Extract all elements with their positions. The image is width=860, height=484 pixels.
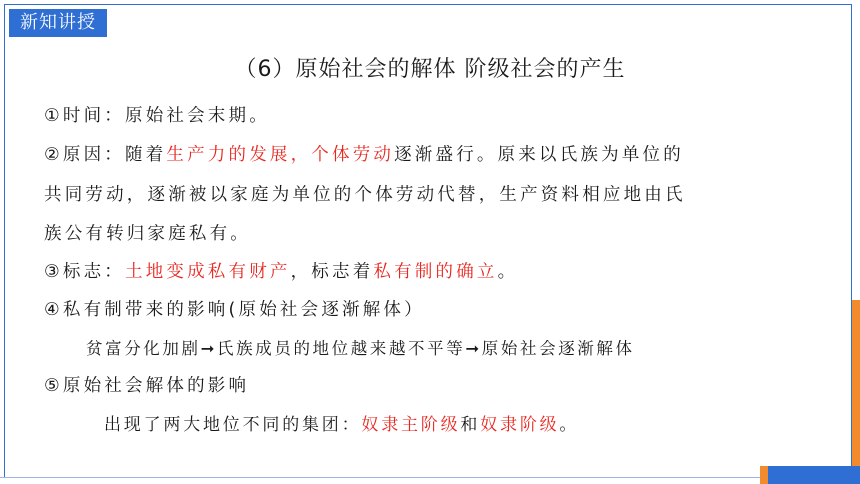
- point-sign-highlight-1: 土地变成私有财产: [125, 262, 291, 282]
- point-time: [44, 104, 270, 128]
- right-arrow-icon: ➞: [200, 339, 218, 358]
- point-cause-rest: 逐渐盛行。原来以氏族为单位的: [394, 145, 684, 165]
- impact-highlight-1: 奴隶主阶级: [361, 415, 461, 435]
- impact-highlight-2: 奴隶阶级: [480, 415, 560, 435]
- point-time-text: ①时间：原始社会末期。: [44, 106, 270, 126]
- point-impact-text: ⑤原始社会解体的影响: [44, 376, 250, 396]
- chain-step-1: 贫富分化加剧: [86, 339, 201, 358]
- right-accent-bar: [852, 300, 860, 484]
- bottom-rule: [0, 477, 770, 478]
- point-sign: [44, 260, 518, 284]
- bottom-accent-blue: [768, 466, 860, 484]
- point-influence: [44, 298, 425, 322]
- point-cause-highlight: 生产力的发展，个体劳动: [166, 145, 395, 165]
- point-cause-line2-text: 共同劳动，逐渐被以家庭为单位的个体劳动代替，生产资料相应地由氏: [44, 185, 686, 205]
- impact-end: 。: [559, 415, 580, 435]
- point-impact: [44, 374, 249, 398]
- impact-detail: [104, 413, 579, 437]
- point-sign-highlight-2: 私有制的确立: [373, 262, 498, 282]
- influence-chain: [86, 337, 635, 361]
- bottom-accent-orange: [760, 466, 768, 484]
- point-cause-line2: [44, 183, 686, 207]
- section-tag: 新知讲授: [9, 9, 107, 37]
- point-sign-label: ③标志：: [44, 262, 125, 282]
- chain-step-3: 原始社会逐渐解体: [481, 339, 635, 358]
- impact-conj: 和: [460, 415, 481, 435]
- point-sign-end: 。: [497, 262, 519, 282]
- right-arrow-icon: ➞: [465, 339, 482, 358]
- point-sign-mid: ，标志着: [290, 262, 374, 282]
- point-cause: [44, 143, 684, 167]
- point-cause-label: ②原因：随着: [44, 145, 167, 165]
- point-influence-text: ④私有制带来的影响(原始社会逐渐解体）: [44, 300, 425, 320]
- impact-detail-label: 出现了两大地位不同的集团：: [104, 415, 362, 435]
- point-cause-line3: [44, 222, 251, 246]
- slide-title: （6）原始社会的解体 阶级社会的产生: [234, 57, 626, 82]
- chain-step-2: 氏族成员的地位越来越不平等: [217, 339, 466, 358]
- point-cause-line3-text: 族公有转归家庭私有。: [44, 224, 251, 244]
